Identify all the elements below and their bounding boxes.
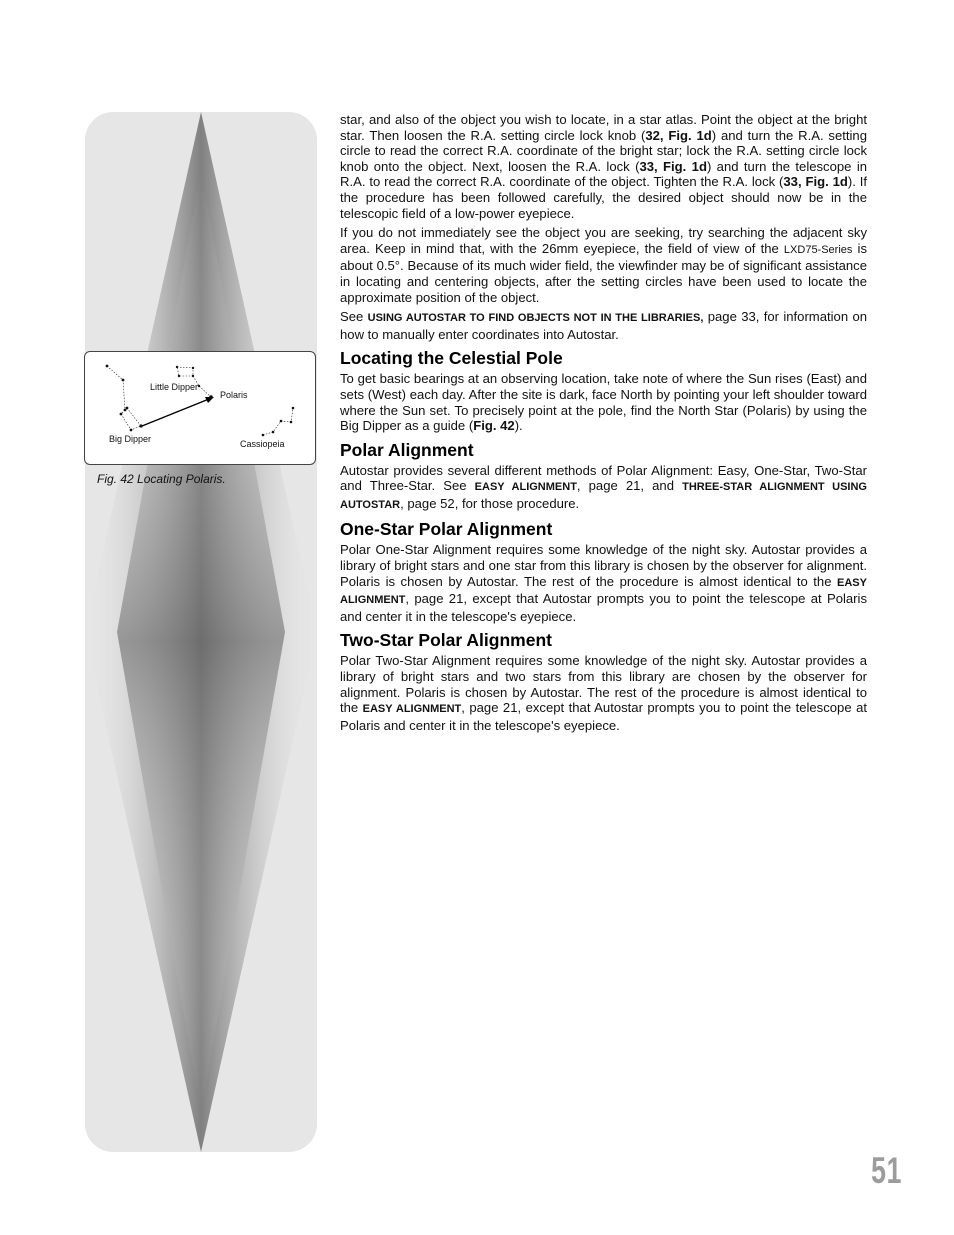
cross-reference: EASY ALIGNMENT <box>362 703 462 716</box>
label-little-dipper: Little Dipper <box>150 382 199 392</box>
paragraph-celestial-pole: To get basic bearings at an observing location, take note of where the Sun rises (East) and sets (West) each day. After the site is dark, face North by pointing your left shoulder toward where the Sun set. To precisely point at the pole, find the North Star (Polaris) by using the Big Dipper as a guide (Fig. 42). <box>340 371 867 434</box>
label-polaris: Polaris <box>220 390 248 400</box>
cross-reference: USING AUTOSTAR TO FIND OBJECTS NOT IN THE LIBRARIES, <box>367 312 704 325</box>
cross-reference: EASY ALIGNMENT <box>340 576 867 607</box>
paragraph-setting-circles: star, and also of the object you wish to locate, in a star atlas. Point the object at the bright star. Then loosen the R.A. setting circle lock knob (32, Fig. 1d) and turn the R.A. setting circle to read the correct R.A. coordinate of the bright star; lock the R.A. setting circle lock knob onto the object. Next, loosen the R.A. lock (33, Fig. 1d) and turn the telescope in R.A. to read the correct R.A. coordinate of the object. Tighten the R.A. lock (33, Fig. 1d). If the procedure has been followed carefully, the desired object should now be in the telescopic field of a low-power eyepiece. <box>340 112 868 221</box>
paragraph-one-star: Polar One-Star Alignment requires some knowledge of the night sky. Autostar provides a library of bright stars and one star from this library is chosen by the observer for alignment. Polaris is chosen by Autostar. The rest of the procedure is almost identical to the EASY ALIGNMENT, page 21, except that Autostar prompts you to point the telescope at Polaris and center it in the telescope's eyepiece. <box>340 542 867 624</box>
paragraph-field-of-view: If you do not immediately see the object you are seeking, try searching the adjacent sky area. Keep in mind that, with the 26mm eyepiece, the field of view of the LXD75-Series is about 0.5°. Because of its much wider field, the viewfinder may be of significant assistance in locating and centering objects, after the setting circles have been used to locate the approximate position of the object. <box>340 225 867 305</box>
paragraph-two-star: Polar Two-Star Alignment requires some knowledge of the night sky. Autostar provides a library of bright stars and two stars from this library are chosen by the observer for alignment. Polaris is chosen by Autostar. The rest of the procedure is almost identical to the EASY ALIGNMENT, page 21, except that Autostar prompts you to point the telescope at Polaris and center it in the telescope's eyepiece. <box>340 653 867 733</box>
heading-celestial-pole: Locating the Celestial Pole <box>340 348 563 369</box>
cross-reference: THREE-STAR ALIGNMENT USING AUTOSTAR <box>340 481 867 511</box>
label-big-dipper: Big Dipper <box>109 434 152 444</box>
heading-two-star: Two-Star Polar Alignment <box>340 630 552 651</box>
polaris-star-chart <box>84 351 316 465</box>
cross-reference: EASY ALIGNMENT <box>474 481 577 494</box>
page-number: 51 <box>870 1150 902 1191</box>
model-name: LXD75-Series <box>783 243 853 256</box>
label-cassiopeia: Cassiopeia <box>240 439 285 449</box>
paragraph-see-reference: See USING AUTOSTAR TO FIND OBJECTS NOT IN THE LIBRARIES, page 33, for information on how to manually enter coordinates into Autostar. <box>340 309 868 342</box>
diamond-gradient-graphic <box>85 112 317 1152</box>
figure-caption: Fig. 42 Locating Polaris. <box>97 472 226 486</box>
main-text-column <box>340 112 867 737</box>
heading-one-star: One-Star Polar Alignment <box>340 519 553 540</box>
heading-polar-alignment: Polar Alignment <box>340 439 474 460</box>
paragraph-polar-alignment: Autostar provides several different methods of Polar Alignment: Easy, One-Star, Two-Star and Three-Star. See EASY ALIGNMENT, page 21, and THREE-STAR ALIGNMENT USING AUTOSTAR, page 52, for those procedure. <box>340 462 867 511</box>
decorative-sidebar <box>85 112 317 1152</box>
